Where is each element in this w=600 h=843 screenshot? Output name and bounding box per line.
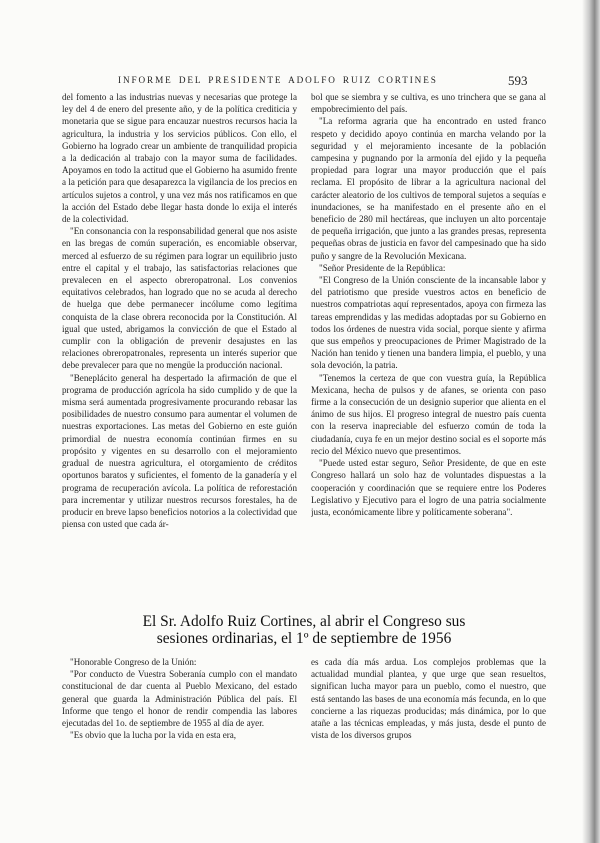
top-left-column [62, 91, 297, 609]
paragraph: bol que se siembra y se cultiva, es uno trinchera que se gana al empobrecimiento del país. [311, 92, 546, 115]
paragraph: es cada día más ardua. Los complejos problemas que la actualidad mundial plantea, y que urge que sean resueltos, significan lucha mayor para un pueblo, como el nuestro, que está sentando las bases de una economía más fecunda, en lo que concierne a las riquezas producidas; más dinámica, por lo que atañe a las técnicas empleadas, y más justa, desde el punto de vista de los diversos grupos [311, 657, 546, 741]
top-right-column [311, 91, 546, 609]
paragraph: "Señor Presidente de la República: [319, 262, 446, 273]
paragraph: "Beneplácito general ha despertado la afirmación de que el programa de producción agrícola ha sido cumplido y de que la misma será aumentada progresivamente procurando rebasar las posibilidades de nuestro consumo para aumentar el volumen de nuestras exportaciones. Las metas del Gobierno en este guión primordial de nuestra economía continúan firmes en su propósito y vigentes en su desarrollo con el mejoramiento gradual de nuestra agricultura, el otorgamiento de créditos oportunos baratos y suficientes, el fomento de la ganadería y el programa de recuperación avícola. La política de reforestación para incrementar y utilizar nuestros recursos forestales, ha de producir en breve lapso beneficios notorios a la colectividad que piensa con usted que cada ár- [62, 372, 297, 530]
section-title [66, 613, 542, 647]
section-title-line-2: sesiones ordinarias, el 1º de septiembre de 1956 [156, 630, 452, 647]
paragraph: "La reforma agraria que ha encontrado en usted franco respeto y decidido apoyo continúa en marcha velando por la seguridad y el mejoramiento incesante de la población campesina y pugnando por la armonía del ejido y la pequeña propiedad para lograr una mayor producción que el país reclama. El propósito de librar a la agricultura nacional del carácter aleatorio de los cultivos de temporal sujetos a sequías e inundaciones, se ha manifestado en el presente año en el beneficio de 280 mil hectáreas, que incluyen un alto porcentaje de pequeña irrigación, que junto a las grandes presas, representa pequeñas obras de justicia en favor del campesinado que ha sido puño y sangre de la Revolución Mexicana. [311, 116, 546, 261]
section-title-line-1: El Sr. Adolfo Ruiz Cortines, al abrir el Congreso sus [142, 613, 466, 630]
paragraph: "Honorable Congreso de la Unión: [70, 657, 197, 667]
paragraph: "Por conducto de Vuestra Soberanía cumplo con el mandato constitucional de dar cuenta al Pueblo Mexicano, del estado general que guarda la Administración Pública del país. El Informe que tengo el honor de rendir compendia las labores ejecutadas del 1o. de septiembre de 1955 al día de ayer. [62, 669, 297, 729]
paragraph: "Tenemos la certeza de que con vuestra guía, la República Mexicana, hecha de pulsos y de afanes, se orienta con paso firme a la consecución de un designio superior que alienta en el ánimo de sus hijos. El progreso integral de nuestro país cuenta con la reserva inapreciable del esfuerzo común de toda la ciudadanía, cuya fe en un mejor destino social es el soporte más recio del México nuevo que presentimos. [311, 372, 546, 456]
paragraph: "Puede usted estar seguro, Señor Presidente, de que en este Congreso hallará un solo haz de voluntades dispuestas a la cooperación y coordinación que se requiere entre los Poderes Legislativo y Ejecutivo para el logro de una patria socialmente justa, económicamente libre y políticamente soberana". [311, 458, 546, 517]
bottom-left-column [62, 656, 297, 816]
paragraph: "El Congreso de la Unión consciente de la incansable labor y del patriotismo que preside vuestros actos en beneficio de nuestros compatriotas aquí representados, apoya con firmeza las tareas emprendidas y las medidas adoptadas por su Gobierno en todos los órdenes de nuestra vida social, porque siente y afirma que sus empeños y preocupaciones de Primer Magistrado de la Nación han tenido y tienen una bandera limpia, el pueblo, y una sola devoción, la patria. [311, 275, 546, 371]
paragraph: "Es obvio que la lucha por la vida en esta era, [70, 730, 237, 741]
bottom-right-column [311, 656, 546, 816]
paragraph: del fomento a las industrias nuevas y necesarias que protege la ley del 4 de enero del presente año, y de la política crediticia y monetaria que se sigue para encauzar nuestros recursos hacia la agricultura, la industria y los servicios públicos. Con ello, el Gobierno ha logrado crear un ambiente de tranquilidad propicia a la dedicación al trabajo con la mayor suma de facilidades. Apoyamos en todo la actitud que el Gobierno ha asumido frente a la petición para que desaparezca la vigilancia de los precios en artículos sujetos a control, y una vez más nos ratificamos en que la acción del Estado debe llegar hasta donde lo exija el interés de la colectividad. [62, 92, 297, 225]
running-head: INFORME DEL PRESIDENTE ADOLFO RUIZ CORTINES [118, 75, 438, 85]
page-number: 593 [508, 73, 528, 88]
paragraph: "En consonancia con la responsabilidad general que nos asiste en las bregas de común superación, es encomiable observar, merced al esfuerzo de su régimen para lograr un equilibrio justo entre el capital y el trabajo, las satisfactorias relaciones que prevalecen en el aspecto obreropatronal. Los convenios equitativos celebrados, han logrado que no se acuda al derecho de huelga que debe permanecer incólume como legítima conquista de la clase obrera reconocida por la Constitución. Al igual que usted, abrigamos la convicción de que el Estado al cumplir con la obligación de prevenir desajustes en las relaciones obreropatronales, representa un interés superior que debe prevalecer para que no mengüe la producción nacional. [62, 226, 297, 371]
scan-edge-shadow [582, 0, 600, 843]
